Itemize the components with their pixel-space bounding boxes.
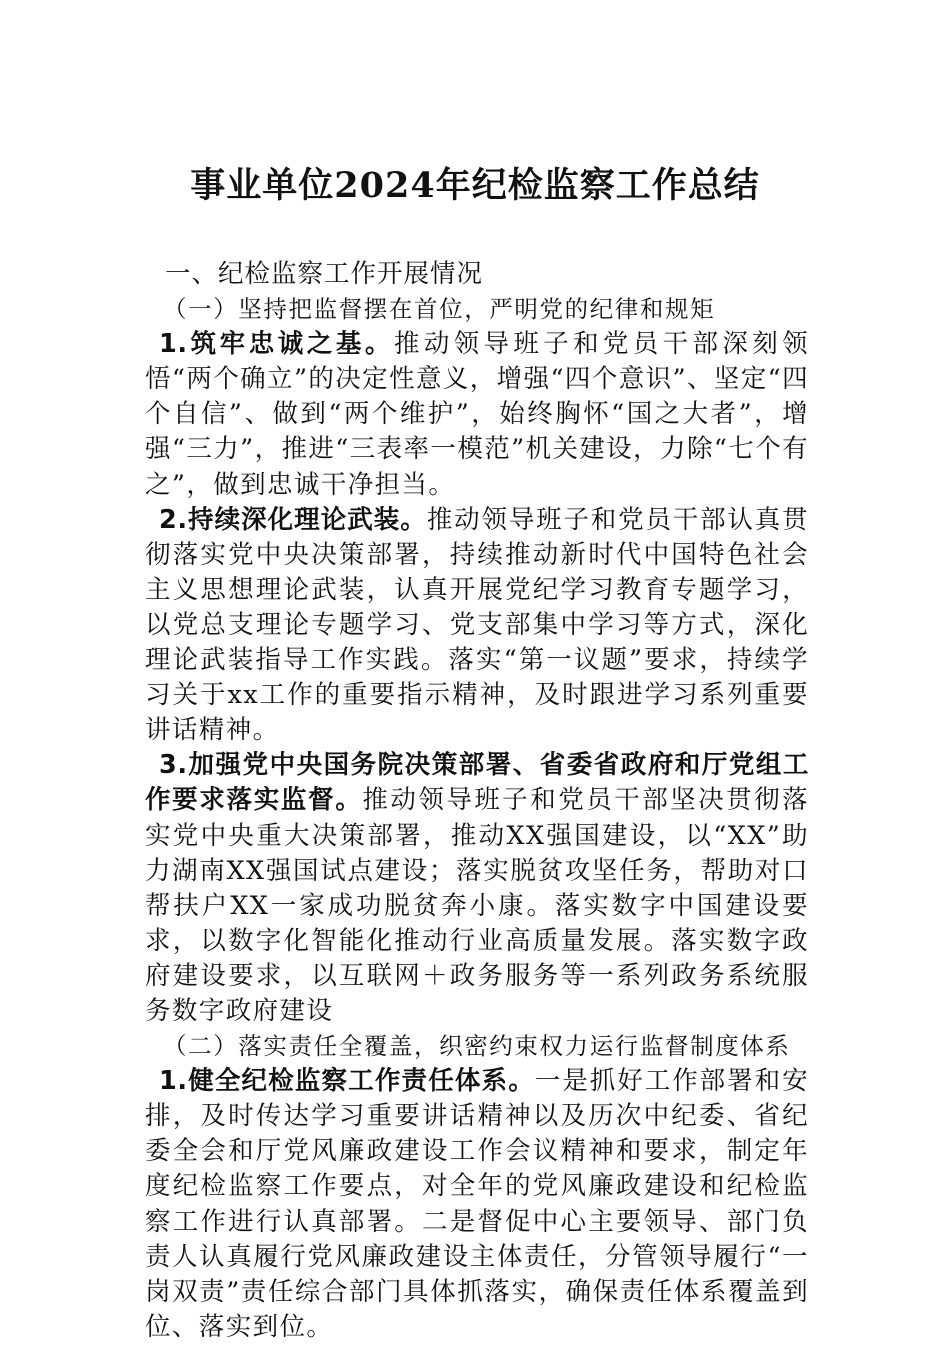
- document-body: [145, 257, 809, 1345]
- paragraph-text: 一是抓好工作部署和安排，及时传达学习重要讲话精神以及历次中纪委、省纪委全会和厅党风廉政建设工作会议精神和要求，制定年度纪检监察工作要点，对全年的党风廉政建设和纪检监察工作进行认真部署。二是督促中心主要领导、部门负责人认真履行党风廉政建设主体责任，分管领导履行“一岗双责”责任综合部门具体抓落实，确保责任体系覆盖到位、落实到位。: [145, 1066, 809, 1342]
- subsection-heading-2: （二）落实责任全覆盖，织密约束权力运行监督制度体系: [163, 1032, 791, 1061]
- paragraph-lead: 3.加强党中央国务院决策部署、省委省政府和厅党组工作要求落实监督。: [145, 750, 809, 816]
- section-heading-1: 一、纪检监察工作开展情况: [165, 259, 484, 289]
- paragraph-text: 推动领导班子和党员干部坚决贯彻落实党中央重大决策部署，推动XX强国建设，以“XX”助力湖南XX强国试点建设；落实脱贫攻坚任务，帮助对口帮扶户XX一家成功脱贫奔小康。落实数字中国建设要求，以数字化智能化推动行业高质量发展。落实数字政府建设要求，以互联网＋政务服务等一系列政务系统服务数字政府建设: [145, 785, 809, 1026]
- subsection-heading-1: （一）坚持把监督摆在首位，严明党的纪律和规矩: [163, 295, 716, 324]
- paragraph-3: [145, 748, 809, 1029]
- document-title: 事业单位2024年纪检监察工作总结: [190, 165, 760, 206]
- paragraph-text: 推动领导班子和党员干部认真贯彻落实党中央决策部署，持续推动新时代中国特色社会主义思想理论武装，认真开展党纪学习教育专题学习，以党总支理论专题学习、党支部集中学习等方式，深化理论武装指导工作实践。落实“第一议题”要求，持续学习关于xx工作的重要指示精神，及时跟进学习系列重要讲话精神。: [145, 504, 810, 746]
- paragraph-2: [145, 503, 809, 749]
- paragraph-lead: 1.健全纪检监察工作责任体系。: [159, 1066, 535, 1097]
- paragraph-1: [145, 327, 809, 502]
- paragraph-4: [145, 1064, 809, 1345]
- paragraph-text: 推动领导班子和党员干部深刻领悟“两个确立”的决定性意义，增强“四个意识”、坚定“四个自信”、做到“两个维护”，始终胸怀“国之大者”，增强“三力”，推进“三表率一模范”机关建设，力除“七个有之”，做到忠诚干净担当。: [145, 329, 809, 500]
- paragraph-lead: 2.持续深化理论武装。: [159, 504, 427, 535]
- paragraph-lead: 1.筑牢忠诚之基。: [159, 329, 394, 360]
